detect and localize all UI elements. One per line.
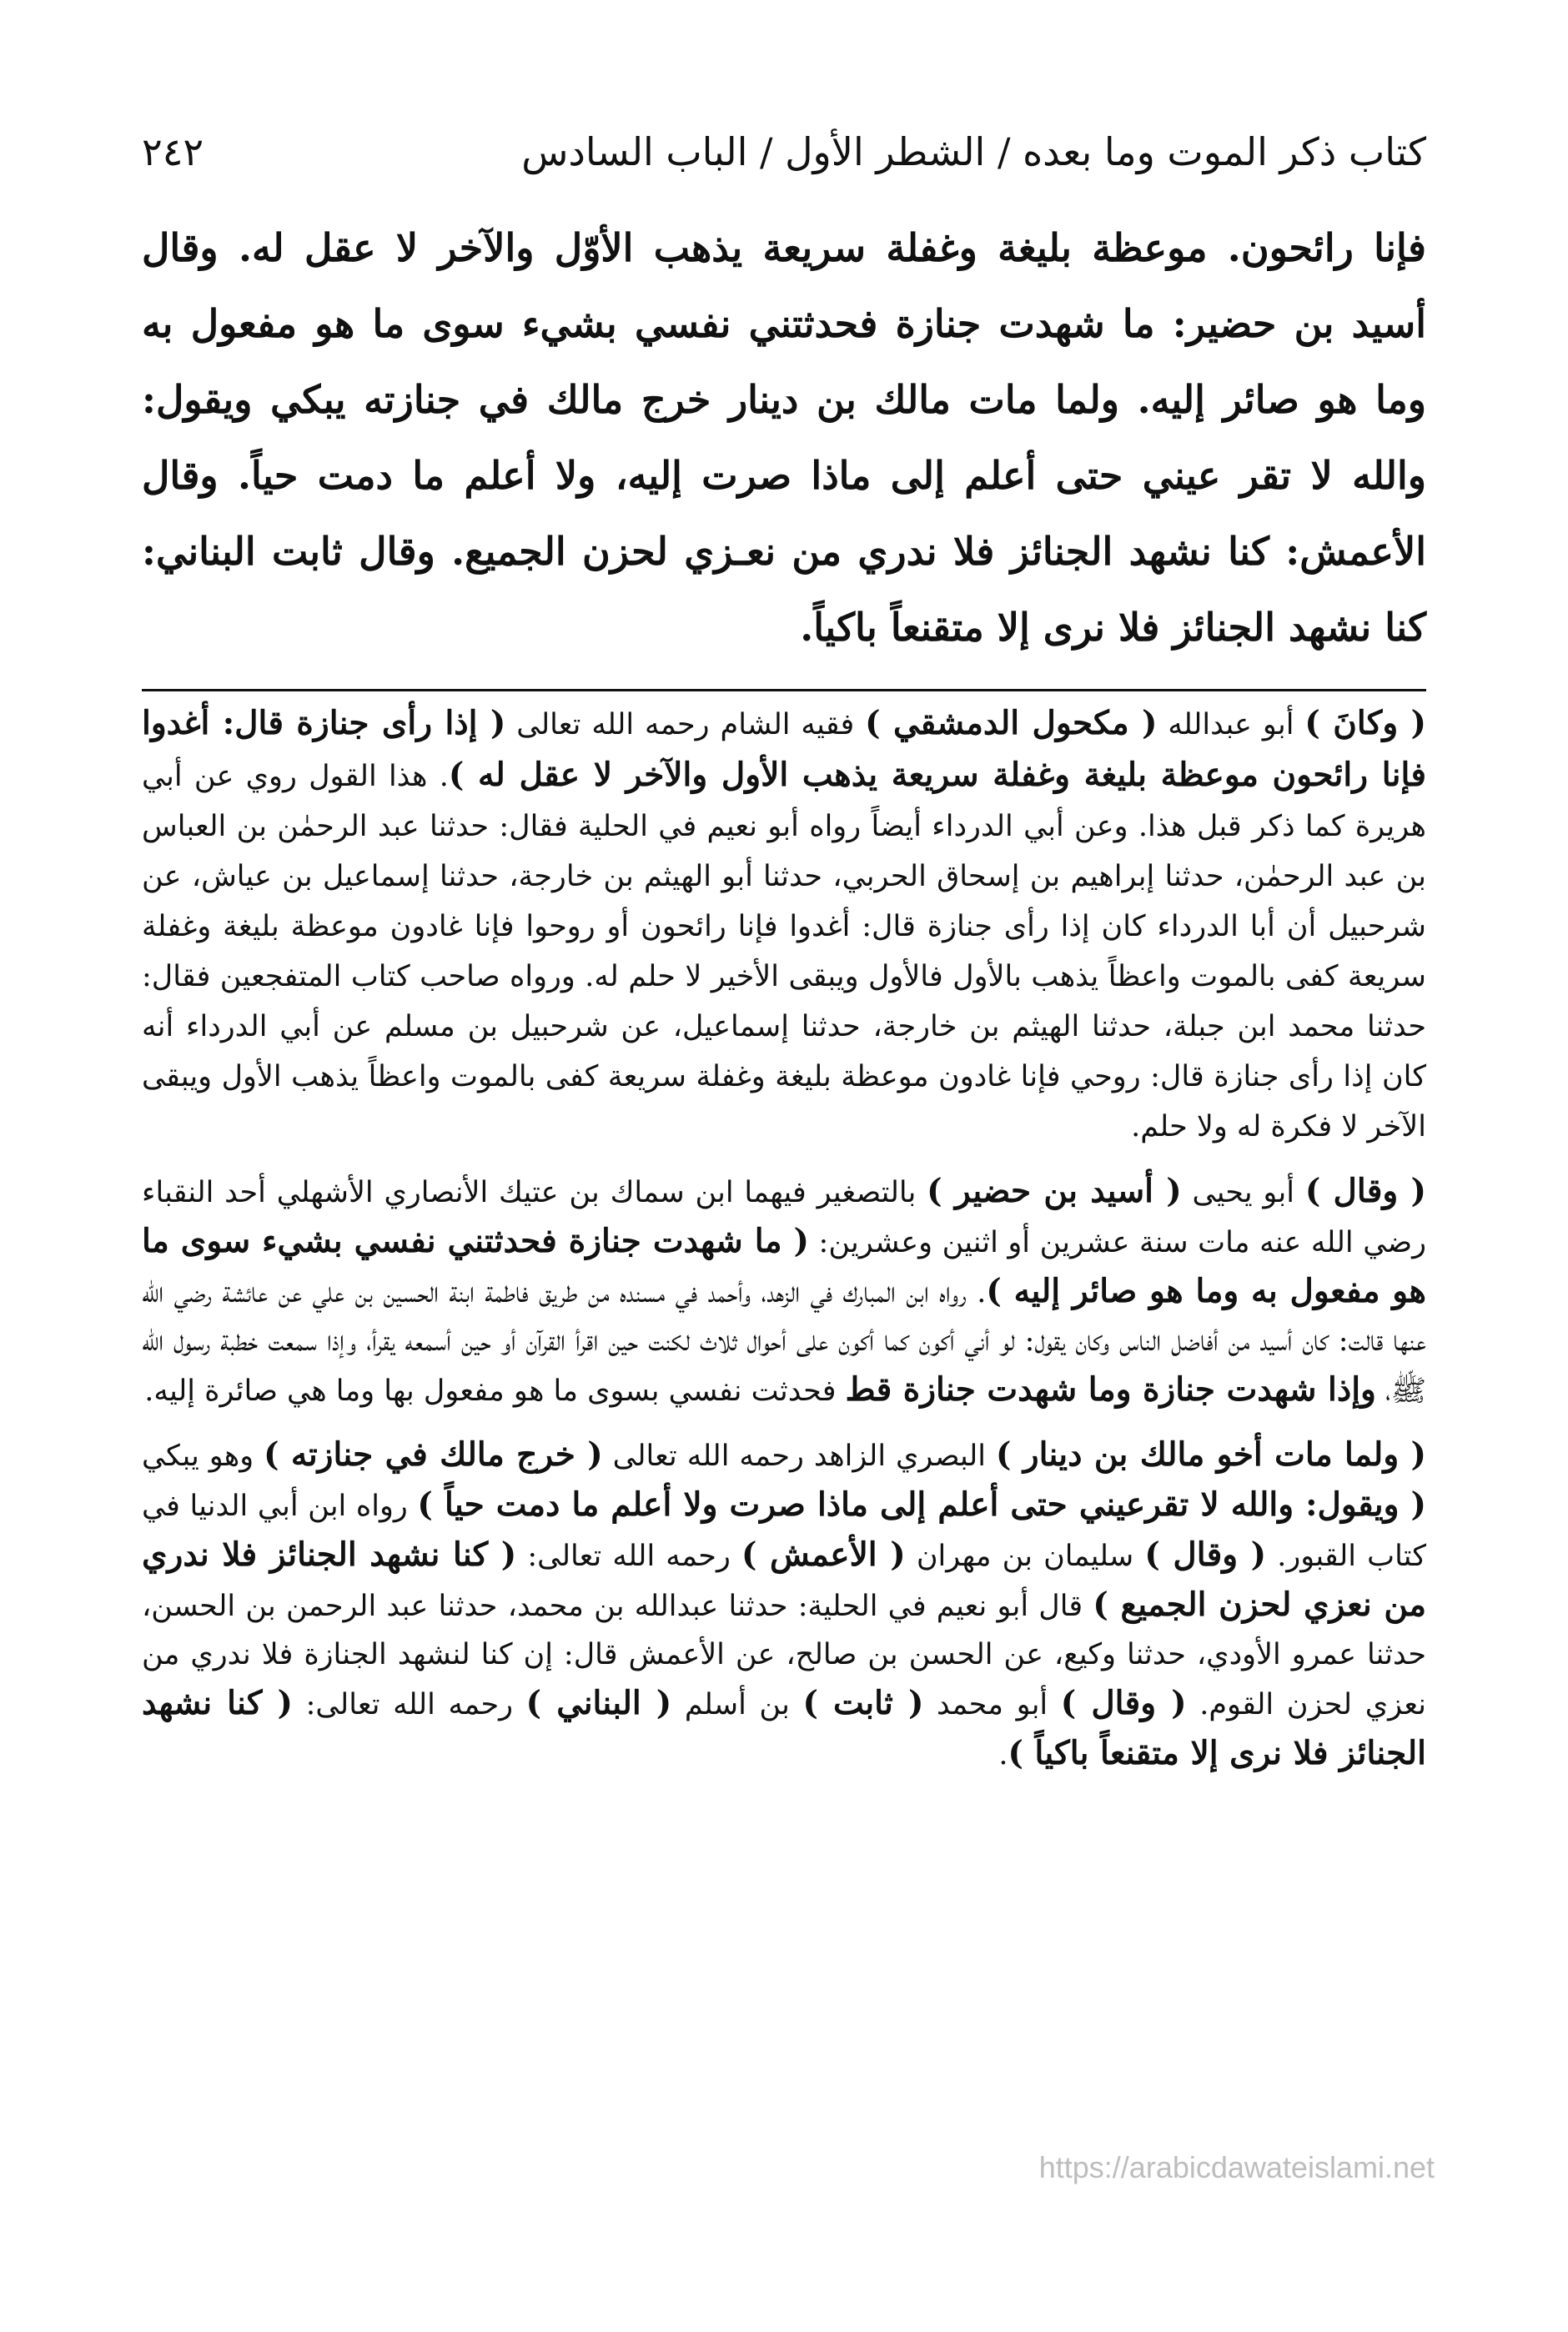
bold-phrase: ( خرج مالك في جنازته ): [264, 1435, 603, 1474]
text-run: . هذا القول روي عن أبي هريرة كما ذكر قبل هذا. وعن أبي الدرداء أيضاً رواه أبو نعيم في الحلية فقال: حدثنا عبد الرحمٰن بن العباس بن عبد الرحمٰن، حدثنا إبراهيم بن إسحاق الحربي، حدثنا أبو الهيثم بن خارجة، حدثنا إسماعيل بن عياش، عن شرحبيل أن أبا الدرداء كان إذا رأى جنازة قال: أغدوا فإنا رائحون أو روحوا فإنا غادون موعظة بليغة وغفلة سريعة كفى بالموت واعظاً يذهب بالأول فالأول ويبقى الأخير لا حلم له. ورواه صاحب كتاب المتفجعين فقال: حدثنا محمد ابن جبلة، حدثنا الهيثم بن خارجة، حدثنا إسماعيل، عن شرحبيل بن مسلم عن أبي الدرداء أنه كان إذا رأى جنازة قال: روحي فإنا غادون موعظة بليغة وغفلة سريعة كفى بالموت واعظاً يذهب الأول ويبقى الآخر لا فكرة له ولا حلم.: [142, 760, 1426, 1143]
main-text: فإنا رائحون. موعظة بليغة وغفلة سريعة يذهب الأوّل والآخر لا عقل له. وقال أسيد بن حضير: ما شهدت جنازة فحدثتني نفسي بشيء سوى ما هو مفعول به وما هو صائر إليه. ولما مات مالك بن دينار خرج مالك في جنازته يبكي ويقول: والله لا تقر عيني حتى أعلم إلى ماذا صرت إليه، ولا أعلم ما دمت حياً. وقال الأعمش: كنا نشهد الجنائز فلا ندري من نعـزي لحزن الجميع. وقال ثابت البناني: كنا نشهد الجنائز فلا نرى إلا متقنعاً باكياً.: [142, 225, 1426, 650]
text-run: أبو محمد: [923, 1688, 1061, 1721]
text-run: بن أسلم: [671, 1688, 803, 1721]
watermark-url: https://arabicdawateislami.net: [1038, 2150, 1435, 2184]
running-title: كتاب ذكر الموت وما بعده / الشطر الأول / الباب السادس: [521, 129, 1426, 174]
commentary-paragraph-malik: [142, 1430, 1426, 1779]
commentary: [142, 698, 1426, 1779]
bold-phrase: ( ما شهدت جنازة فحدثتني نفسي بشيء سوى ما هو مفعول به وما هو صائر إليه ): [142, 1222, 1426, 1310]
bold-phrase: ( مكحول الدمشقي ): [865, 704, 1158, 742]
text-run: رحمه الله تعالى:: [516, 1540, 741, 1573]
text-run: وهو يبكي: [142, 1440, 264, 1473]
page-number: ٢٤٢: [142, 129, 204, 174]
text-run: رواه ابن أبي الدنيا في كتاب القبور.: [142, 1490, 1426, 1573]
bold-phrase: ( ولما مات أخو مالك بن دينار ): [995, 1435, 1426, 1474]
commentary-paragraph-usaid: [142, 1167, 1426, 1415]
text-run: أبو يحيى: [1181, 1176, 1305, 1209]
text-run: .: [998, 1738, 1008, 1772]
bold-phrase: ( ويقول: والله لا تقرعيني حتى أعلم إلى ماذا صرت ولا أعلم ما دمت حياً ): [417, 1485, 1426, 1524]
page-header: [142, 125, 1426, 185]
text-run: فقيه الشام رحمه الله تعالى: [505, 708, 866, 741]
bold-phrase: ( كنا نشهد الجنائز فلا نرى إلا متقنعاً باكياً ): [142, 1684, 1426, 1772]
separator-line: [142, 689, 1426, 691]
bold-phrase: ( كنا نشهد الجنائز فلا ندري من نعزي لحزن الجميع ): [142, 1535, 1426, 1624]
text-run: رحمه الله تعالى:: [292, 1688, 526, 1721]
bold-phrase: ( أسيد بن حضير ): [927, 1172, 1182, 1210]
text-run: أبو عبدالله: [1157, 708, 1305, 741]
bold-phrase: ( البناني ): [525, 1684, 672, 1722]
text-run: فحدثت نفسي بسوى ما هو مفعول بها وما هي صائرة إليه.: [144, 1375, 846, 1408]
text-run: قال أبو نعيم في الحلية: حدثنا عبدالله بن محمد، حدثنا عبد الرحمن بن الحسن، حدثنا عمرو الأودي، حدثنا وكيع، عن الحسن بن صالح، عن الأعمش قال: إن كنا لنشهد الجنازة فلا ندري من نعزي لحزن القوم.: [142, 1590, 1427, 1721]
text-run: بالتصغير فيهما ابن سماك بن عتيك الأنصاري الأشهلي أحد النقباء رضي الله عنه مات سنة عشرين أو اثنين وعشرين:: [142, 1176, 1426, 1259]
text-run: البصري الزاهد رحمه الله تعالى: [602, 1440, 996, 1473]
bold-phrase: ( وكانَ ): [1304, 704, 1427, 742]
text-run: سليمان بن مهران: [905, 1540, 1145, 1573]
bold-phrase: ( وقال ): [1144, 1535, 1267, 1574]
bold-phrase: ( ثابت ): [802, 1684, 924, 1722]
commentary-paragraph-makhul: [142, 698, 1426, 1152]
bold-phrase: ( الأعمش ): [741, 1535, 906, 1574]
text-run: . رواه ابن المبارك في الزهد، وأحمد في مسنده من طريق فاطمة ابنة الحسين بن علي عن عائشة رضي الله عنها قالت: كان أسيد من أفاضل الناس وكان يقول: لو أني أكون كما أكون على أحوال ثلاث لكنت حين اقرأ القرآن أو حين أسمعه يقرأ، وإذا سمعت خطبة رسول الله ﷺ،: [142, 1276, 1426, 1408]
bold-phrase: ( وقال ): [1060, 1684, 1187, 1722]
bold-phrase: ( وقال ): [1304, 1172, 1426, 1210]
bold-phrase: وإذا شهدت جنازة وما شهدت جنازة قط: [845, 1370, 1376, 1409]
bold-phrase: ( إذا رأى جنازة قال: أغدوا فإنا رائحون موعظة بليغة وغفلة سريعة يذهب الأول والآخر لا عقل له ): [142, 704, 1426, 794]
